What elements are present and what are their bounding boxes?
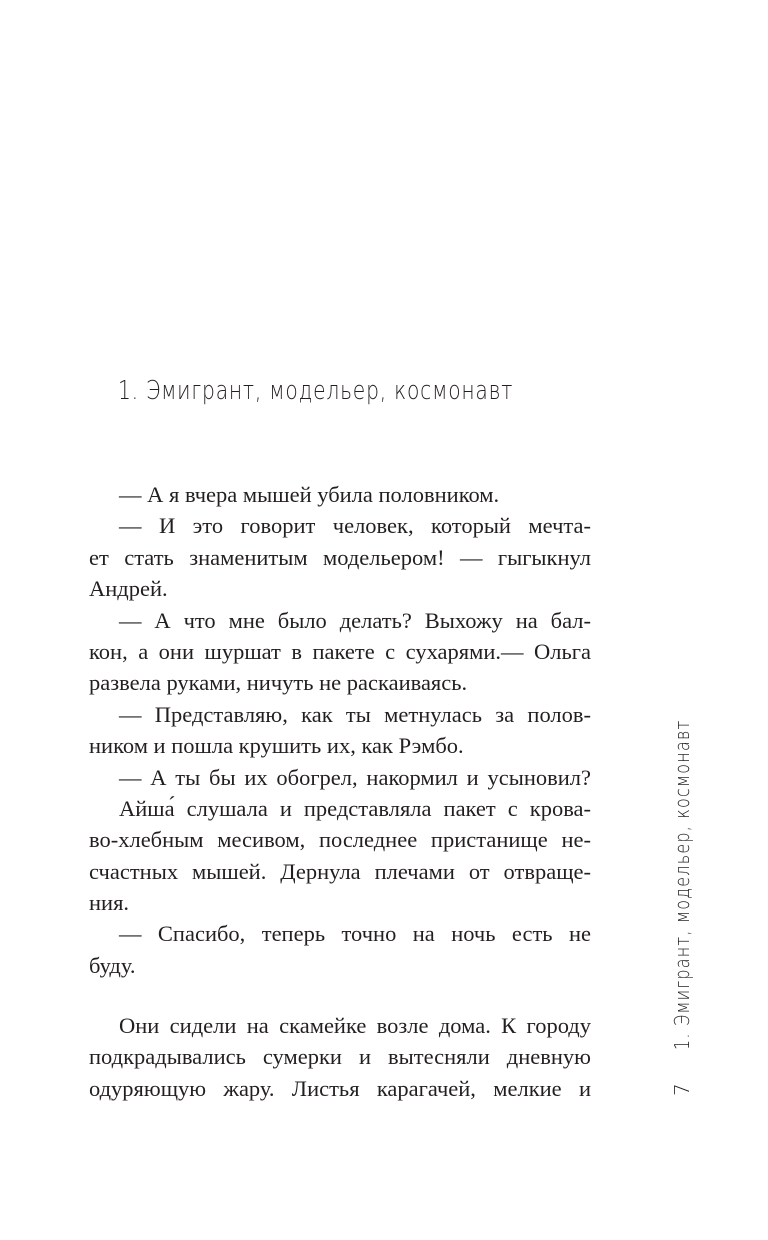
text-line: — И это говорит человек, который мечта- bbox=[119, 513, 591, 539]
text-line: Андрей. bbox=[89, 576, 168, 602]
text-line: ния. bbox=[89, 890, 130, 916]
text-line: одуряющую жару. Листья карагачей, мелкие и bbox=[89, 1075, 591, 1101]
text-line: кон, а они шуршат в пакете с сухарями.— Ольга bbox=[89, 638, 591, 664]
text-line: — А я вчера мышей убила половником. bbox=[119, 482, 500, 507]
narrative-block bbox=[89, 1010, 591, 1104]
text-line: — Спасибо, теперь точно на ночь есть не bbox=[119, 921, 591, 947]
text-line: во-хлебным месивом, последнее пристанище не- bbox=[89, 827, 591, 853]
text-line: счастных мышей. Дернула плечами от отвраще- bbox=[89, 858, 591, 884]
text-line: — А ты бы их обогрел, накормил и усыновил? bbox=[119, 764, 591, 790]
dialogue-block bbox=[89, 479, 591, 981]
page-number: 7 bbox=[670, 1081, 694, 1096]
text-line: развела руками, ничуть не раскаиваясь. bbox=[89, 670, 468, 696]
text-line: Айша́ слушала и представляла пакет с крова- bbox=[119, 795, 591, 821]
text-line: ет стать знаменитым модельером! — гыгыкнул bbox=[89, 544, 591, 570]
text-line: — А что мне было делать? Выхожу на бал- bbox=[119, 607, 591, 633]
text-line: ником и пошла крушить их, как Рэмбо. bbox=[89, 733, 464, 759]
running-head-title: 1. Эмигрант, модельер, космонавт bbox=[670, 719, 694, 1050]
text-line: — Представляю, как ты метнулась за полов- bbox=[119, 701, 591, 727]
chapter-title: 1. Эмигрант, модельер, космонавт bbox=[118, 376, 514, 406]
text-line: буду. bbox=[89, 952, 136, 978]
running-head bbox=[670, 637, 694, 1096]
text-line: Они сидели на скамейке возле дома. К городу bbox=[119, 1013, 591, 1038]
text-line: подкрадывались сумерки и вытесняли дневную bbox=[89, 1044, 591, 1070]
